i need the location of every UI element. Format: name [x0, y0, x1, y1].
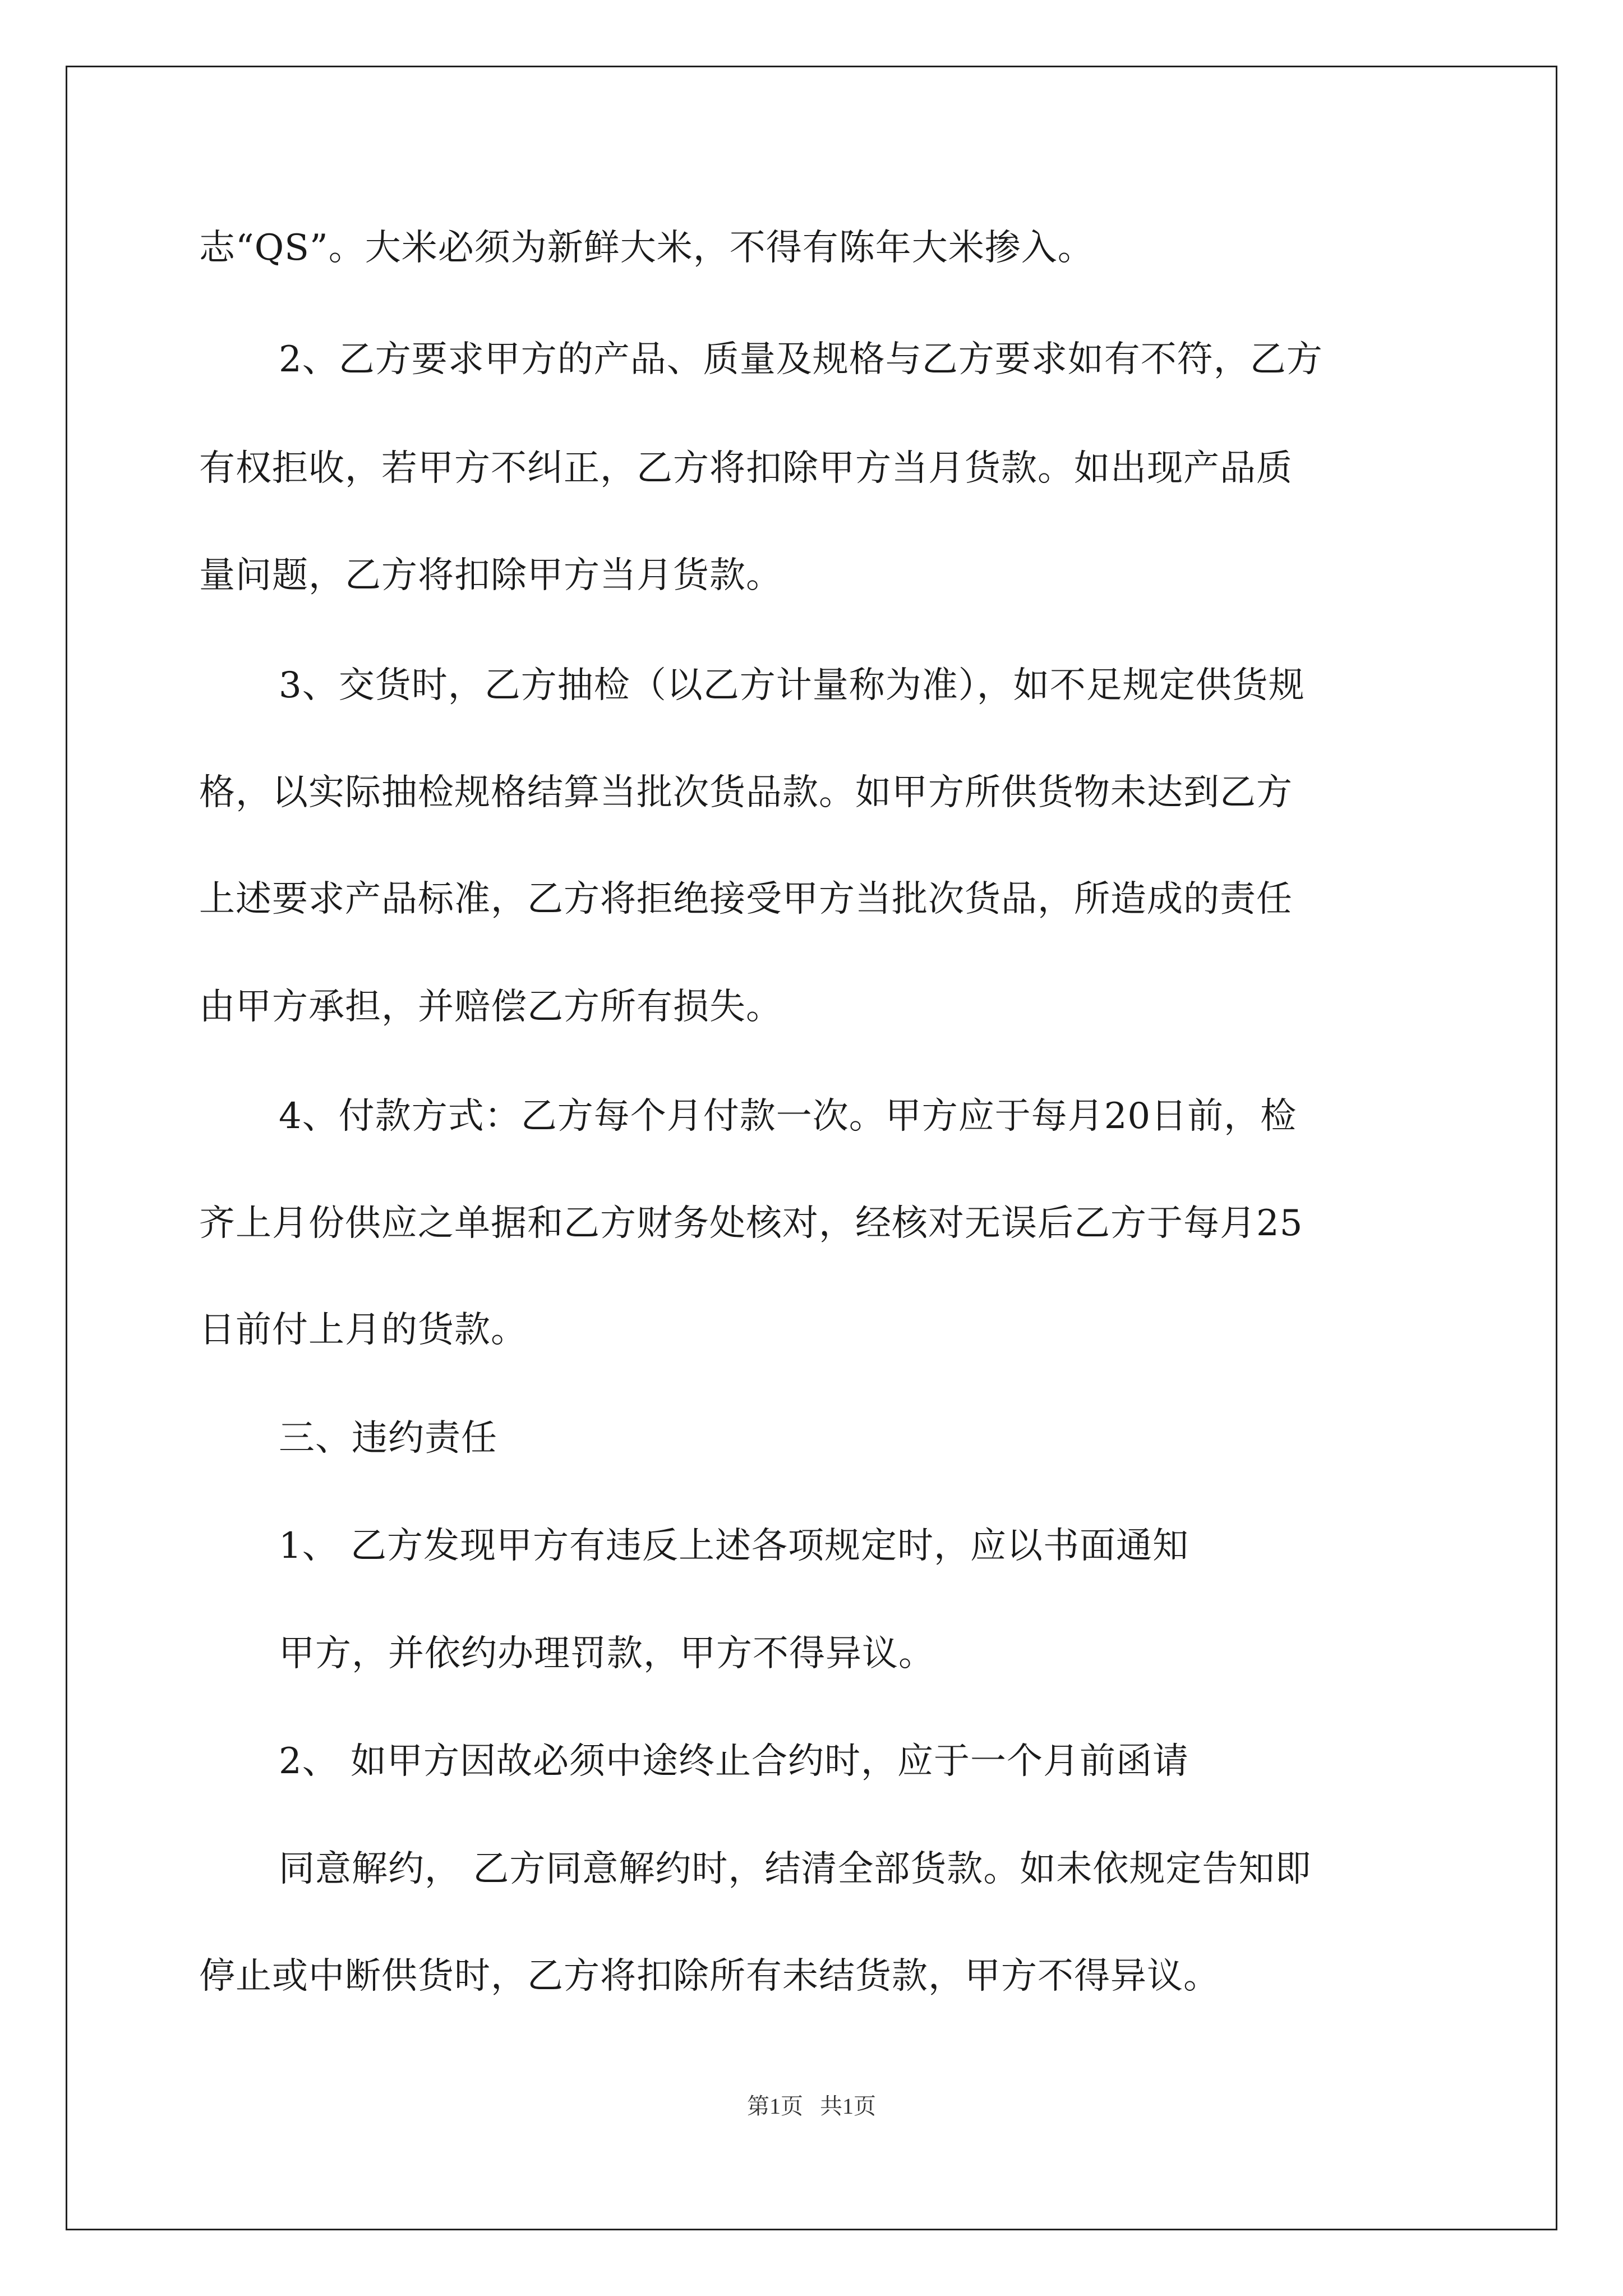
text-line: 日前付上月的货款。 [199, 1309, 527, 1351]
page-number: 第1页 共1页 [747, 2093, 876, 2119]
text-line: 1、 乙方发现甲方有违反上述各项规定时，应以书面通知 [279, 1525, 1189, 1567]
text-line: 由甲方承担，并赔偿乙方所有损失。 [199, 986, 782, 1028]
text-line: 甲方，并依约办理罚款，甲方不得异议。 [279, 1633, 935, 1674]
text-line: 停止或中断供货时，乙方将扣除所有未结货款，甲方不得异议。 [199, 1955, 1220, 1997]
page-border [66, 66, 1557, 2230]
text-line: 量问题，乙方将扣除甲方当月货款。 [199, 555, 782, 596]
text-line: 上述要求产品标准，乙方将拒绝接受甲方当批次货品，所造成的责任 [199, 878, 1293, 920]
text-line: 3、交货时，乙方抽检（以乙方计量称为准），如不足规定供货规 [279, 665, 1305, 706]
text-line: 2、 如甲方因故必须中途终止合约时，应于一个月前函请 [279, 1741, 1189, 1782]
section-heading: 三、违约责任 [279, 1418, 497, 1459]
text-line: 4、付款方式：乙方每个月付款一次。甲方应于每月20日前，检 [279, 1096, 1297, 1137]
text-line: 同意解约， 乙方同意解约时，结清全部货款。如未依规定告知即 [279, 1848, 1312, 1890]
text-line: 志“QS”。大米必须为新鲜大米，不得有陈年大米掺入。 [199, 227, 1094, 269]
text-line: 格，以实际抽检规格结算当批次货品款。如甲方所供货物未达到乙方 [199, 772, 1293, 813]
text-line: 有权拒收，若甲方不纠正，乙方将扣除甲方当月货款。如出现产品质 [199, 448, 1293, 489]
text-line: 2、乙方要求甲方的产品、质量及规格与乙方要求如有不符，乙方 [279, 339, 1323, 380]
text-line: 齐上月份供应之单据和乙方财务处核对，经核对无误后乙方于每月25 [199, 1203, 1303, 1244]
